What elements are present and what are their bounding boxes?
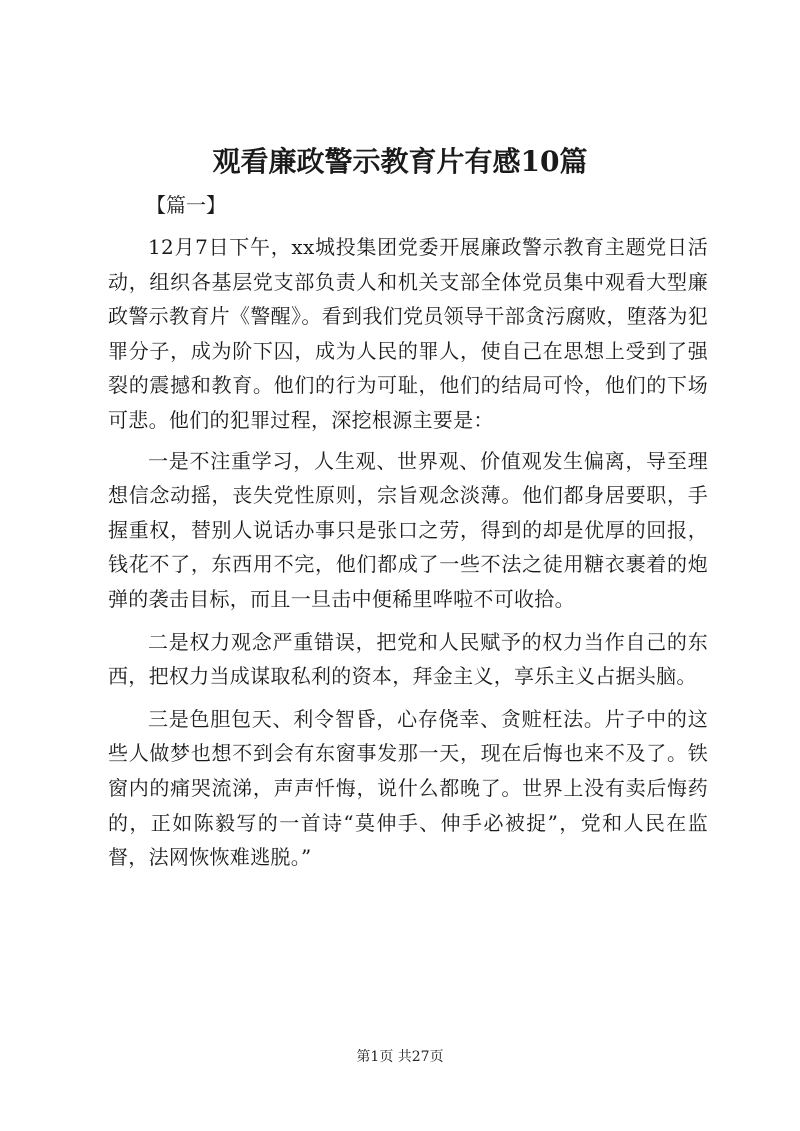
page-footer: 第1页 共27页	[356, 1049, 444, 1065]
document-title: 观看廉政警示教育片有感10篇	[212, 145, 588, 178]
paragraph-point-one: 一是不注重学习，人生观、世界观、价值观发生偏离，导至理想信念动摇，丧失党性原则，宗旨观念淡薄。他们都身居要职，手握重权，替别人说话办事只是张口之劳，得到的却是优厚的回报，钱花不了，东西用不完，他们都成了一些不法之徒用糖衣裹着的炮弹的袭击目标，而且一旦击中便稀里哗啦不可收拾。	[108, 448, 708, 611]
document-body	[108, 230, 708, 885]
paragraph-point-two: 二是权力观念严重错误，把党和人民赋予的权力当作自己的东西，把权力当成谋取私利的资本，拜金主义，享乐主义占据头脑。	[108, 629, 708, 689]
paragraph-intro: 12月7日下午，xx城投集团党委开展廉政警示教育主题党日活动，组织各基层党支部负责人和机关支部全体党员集中观看大型廉政警示教育片《警醒》。看到我们党员领导干部贪污腐败，堕落为犯罪分子，成为阶下囚，成为人民的罪人，使自己在思想上受到了强裂的震撼和教育。他们的行为可耻，他们的结局可怜，他们的下场可悲。他们的犯罪过程，深挖根源主要是：	[108, 235, 708, 432]
section-label: 【篇一】	[146, 193, 226, 217]
paragraph-point-three: 三是色胆包天、利令智昏，心存侥幸、贪赃枉法。片子中的这些人做梦也想不到会有东窗事发那一天，现在后悔也来不及了。铁窗内的痛哭流涕，声声忏悔，说什么都晚了。世界上没有卖后悔药的，正如陈毅写的一首诗“莫伸手、伸手必被捉”，党和人民在监督，法网恢恢难逃脱。”	[108, 706, 708, 870]
